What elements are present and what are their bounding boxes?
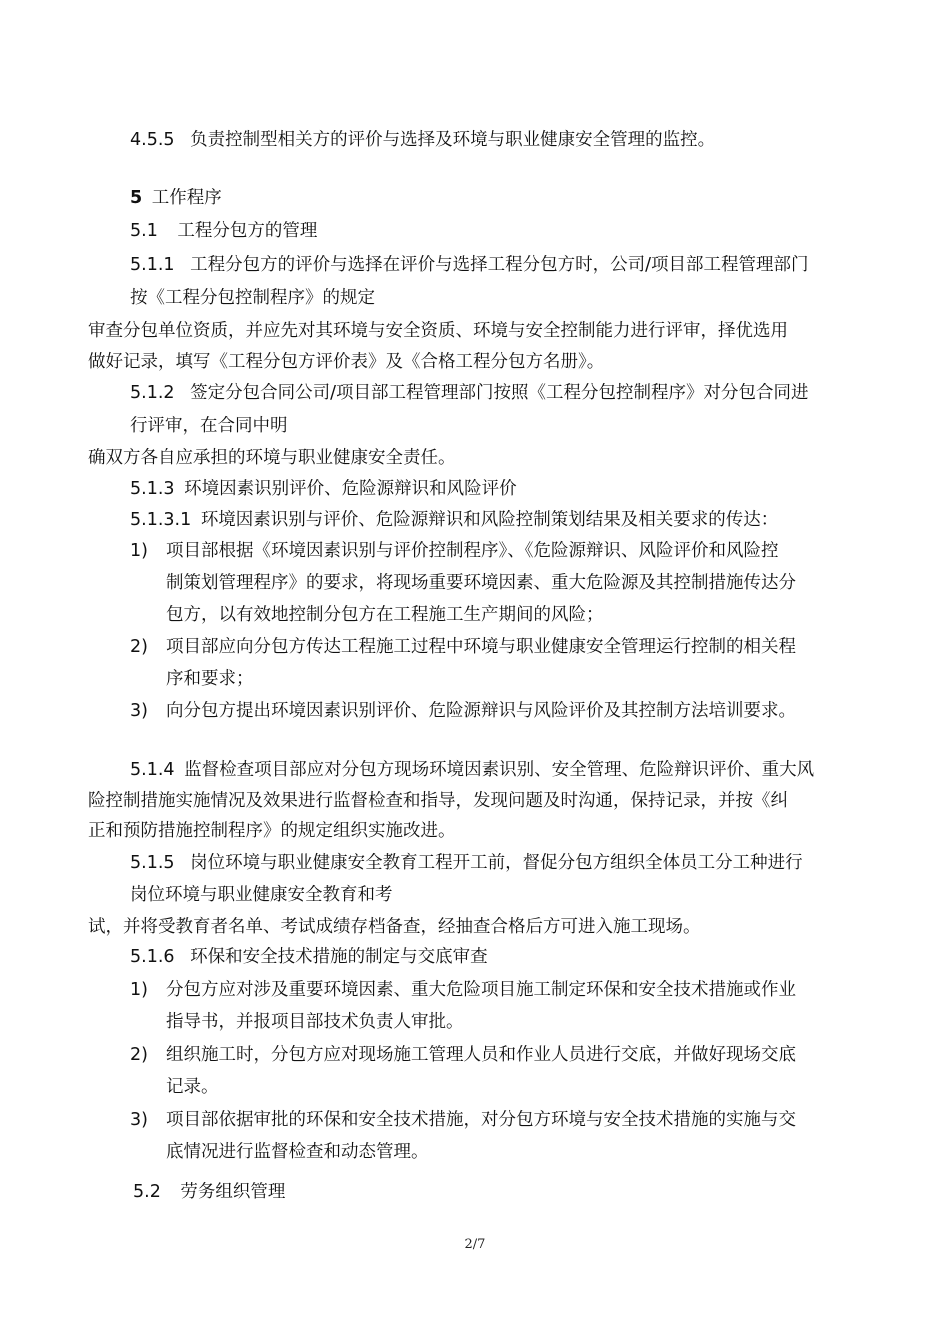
list-item-line: 项目部根据《环境因素识别与评价控制程序》、《危险源辩识、风险评价和风险控 — [166, 541, 779, 561]
list-item-number: 2) — [130, 1045, 148, 1065]
list-item-line: 分包方应对涉及重要环境因素、重大危险项目施工制定环保和安全技术措施或作业 — [166, 980, 796, 1000]
clause-text: 环境因素识别评价、危险源辩识和风险评价 — [184, 479, 517, 499]
clause-5-1-4-line3: 正和预防措施控制程序》的规定组织实施改进。 — [88, 821, 456, 841]
clause-text: 环境因素识别与评价、危险源辩识和风险控制策划结果及相关要求的传达： — [200, 510, 779, 530]
clause-5-1-2-line3: 确双方各自应承担的环境与职业健康安全责任。 — [88, 448, 456, 468]
section-number: 5.1 — [130, 221, 158, 241]
list-item-number: 3) — [130, 701, 148, 721]
list-item-line: 项目部应向分包方传达工程施工过程中环境与职业健康安全管理运行控制的相关程 — [166, 637, 796, 657]
clause-5-1-1-line3: 审查分包单位资质，并应先对其环境与安全资质、环境与安全控制能力进行评审，择优选用 — [88, 321, 788, 341]
list-item-line: 包方，以有效地控制分包方在工程施工生产期间的风险； — [166, 605, 604, 625]
clause-5-1-5-line2: 岗位环境与职业健康安全教育和考 — [130, 885, 393, 905]
clause-text: 岗位环境与职业健康安全教育工程开工前，督促分包方组织全体员工分工种进行 — [190, 853, 803, 873]
list-item-number: 1) — [130, 541, 148, 561]
clause-number: 5.1.6 — [130, 947, 175, 967]
clause-text: 环保和安全技术措施的制定与交底审查 — [190, 947, 488, 967]
clause-text: 签定分包合同公司/项目部工程管理部门按照《工程分包控制程序》对分包合同进 — [190, 383, 809, 403]
page-number: 2/7 — [464, 1237, 486, 1252]
clause-number: 5.1.3.1 — [130, 510, 192, 530]
clause-5-1-5-line1 — [130, 851, 803, 876]
list-item-line: 记录。 — [166, 1077, 219, 1097]
clause-5-1-3-1 — [130, 508, 778, 533]
list-item-number: 1) — [130, 980, 148, 1000]
list-item-line: 指导书，并报项目部技术负责人审批。 — [166, 1012, 464, 1032]
clause-5-1-1-line2: 按《工程分包控制程序》的规定 — [130, 288, 375, 308]
clause-5-1-4-line2: 险控制措施实施情况及效果进行监督检查和指导，发现问题及时沟通，保持记录，并按《纠 — [88, 791, 788, 811]
clause-number: 5.1.4 — [130, 760, 175, 780]
clause-number: 5.1.3 — [130, 479, 175, 499]
section-number: 5 — [130, 188, 143, 208]
clause-5-1-1-line4: 做好记录，填写《工程分包方评价表》及《合格工程分包方名册》。 — [88, 352, 605, 372]
list-item-line: 组织施工时，分包方应对现场施工管理人员和作业人员进行交底，并做好现场交底 — [166, 1045, 796, 1065]
section-title: 劳务组织管理 — [180, 1182, 286, 1202]
clause-number: 5.1.2 — [130, 383, 175, 403]
clause-number: 5.1.5 — [130, 853, 175, 873]
section-heading-5 — [130, 186, 222, 211]
list-item-line: 底情况进行监督检查和动态管理。 — [166, 1142, 429, 1162]
list-item-line: 项目部依据审批的环保和安全技术措施，对分包方环境与安全技术措施的实施与交 — [166, 1110, 796, 1130]
list-item-line: 制策划管理程序》的要求，将现场重要环境因素、重大危险源及其控制措施传达分 — [166, 573, 796, 593]
section-heading-5-1 — [130, 219, 317, 244]
list-item-number: 3) — [130, 1110, 148, 1130]
clause-5-1-2-line1 — [130, 381, 809, 406]
clause-5-1-3 — [130, 477, 517, 502]
list-item-line: 序和要求； — [166, 669, 254, 689]
section-heading-5-2 — [133, 1180, 285, 1205]
section-title: 工程分包方的管理 — [177, 221, 318, 241]
clause-5-1-1-line1 — [130, 253, 809, 278]
clause-5-1-2-line2: 行评审，在合同中明 — [130, 416, 288, 436]
clause-text: 监督检查项目部应对分包方现场环境因素识别、安全管理、危险辩识评价、重大风 — [184, 760, 815, 780]
clause-5-1-5-line3: 试，并将受教育者名单、考试成绩存档备查，经抽查合格后方可进入施工现场。 — [88, 917, 701, 937]
clause-4-5-5 — [130, 128, 715, 153]
clause-text: 负责控制型相关方的评价与选择及环境与职业健康安全管理的监控。 — [190, 130, 716, 150]
section-number: 5.2 — [133, 1182, 161, 1202]
clause-5-1-4-line1 — [130, 758, 814, 783]
clause-5-1-6 — [130, 945, 488, 970]
clause-number: 5.1.1 — [130, 255, 175, 275]
section-title: 工作程序 — [151, 188, 222, 208]
list-item-number: 2) — [130, 637, 148, 657]
list-item-line: 向分包方提出环境因素识别评价、危险源辩识与风险评价及其控制方法培训要求。 — [166, 701, 796, 721]
clause-text: 工程分包方的评价与选择在评价与选择工程分包方时，公司/项目部工程管理部门 — [190, 255, 809, 275]
clause-number: 4.5.5 — [130, 130, 175, 150]
